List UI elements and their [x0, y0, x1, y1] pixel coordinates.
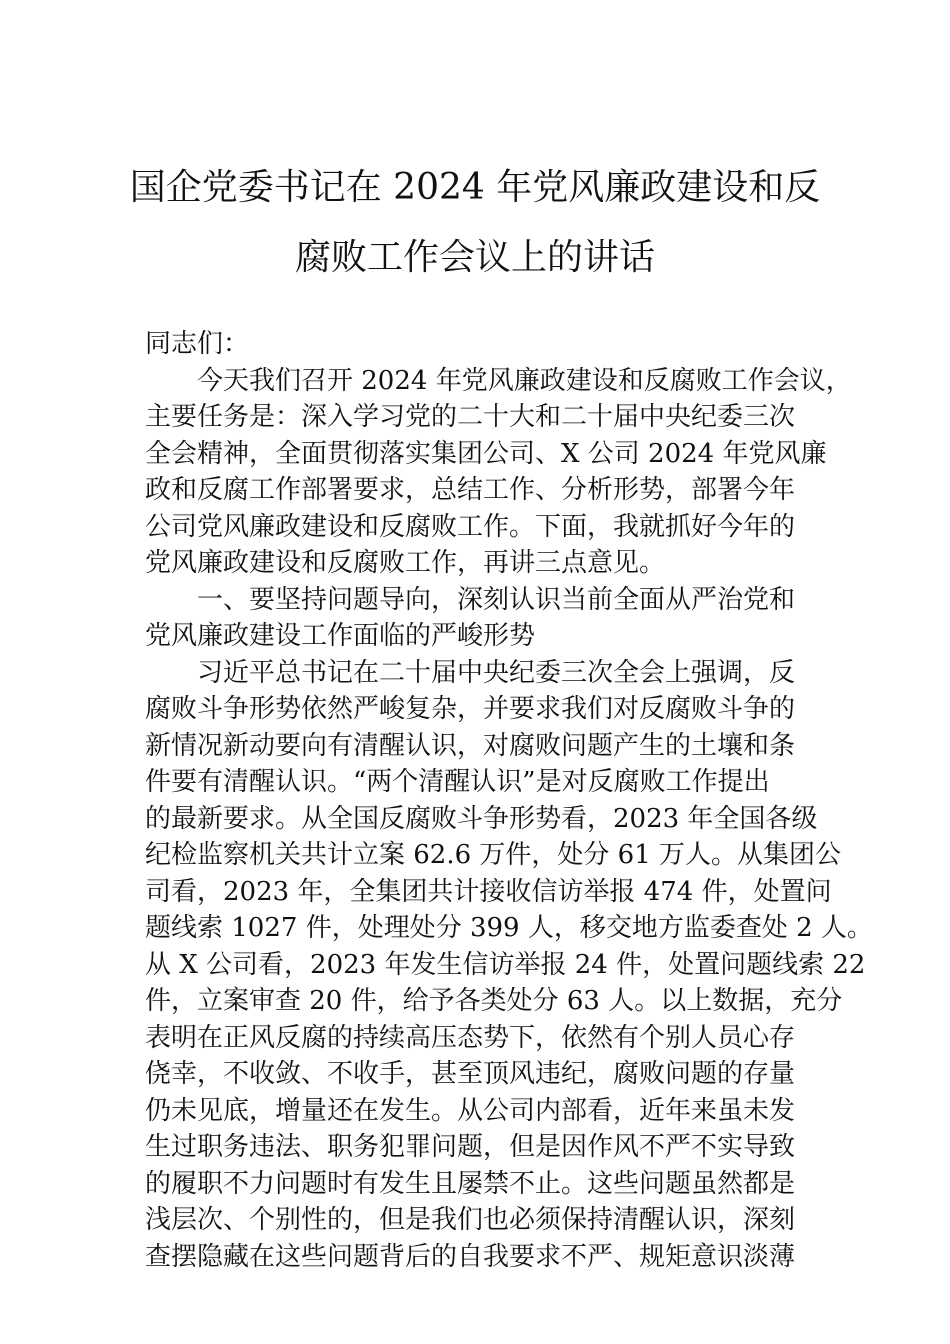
- paragraph-2-line: 腐败斗争形势依然严峻复杂，并要求我们对反腐败斗争的: [145, 694, 796, 724]
- paragraph-2-line: 生过职务违法、职务犯罪问题，但是因作风不严不实导致: [145, 1132, 796, 1162]
- paragraph-2-line: 仍未见底，增量还在发生。从公司内部看，近年来虽未发: [145, 1095, 796, 1126]
- section-heading-1-line: 党风廉政建设工作面临的严峻形势: [145, 621, 536, 651]
- paragraph-2-line: 新情况新动要向有清醒认识，对腐败问题产生的土壤和条: [145, 730, 796, 761]
- paragraph-2-line: 件要有清醒认识。“两个清醒认识”是对反腐败工作提出: [145, 767, 770, 797]
- paragraph-1-line: 公司党风廉政建设和反腐败工作。下面，我就抓好今年的: [145, 511, 796, 542]
- paragraph-2-line: 题线索 1027 件，处理处分 399 人，移交地方监委查处 2 人。: [145, 913, 873, 943]
- paragraph-1-line: 政和反腐工作部署要求，总结工作、分析形势，部署今年: [145, 475, 796, 505]
- paragraph-2-line: 查摆隐藏在这些问题背后的自我要求不严、规矩意识淡薄: [145, 1241, 796, 1272]
- section-heading-1-line: 一、要坚持问题导向，深刻认识当前全面从严治党和: [197, 584, 796, 615]
- paragraph-2-line: 纪检监察机关共计立案 62.6 万件，处分 61 万人。从集团公: [145, 840, 842, 870]
- paragraph-2-line: 从 X 公司看，2023 年发生信访举报 24 件，处置问题线索 22: [145, 949, 866, 980]
- paragraph-2-line: 习近平总书记在二十届中央纪委三次全会上强调，反: [197, 657, 796, 688]
- paragraph-1-line: 全会精神，全面贯彻落实集团公司、X 公司 2024 年党风廉: [145, 438, 827, 469]
- document-title-line-1: 国企党委书记在 2024 年党风廉政建设和反: [129, 167, 821, 208]
- salutation: 同志们：: [145, 329, 250, 359]
- paragraph-1-line: 主要任务是：深入学习党的二十大和二十届中央纪委三次: [145, 402, 796, 432]
- paragraph-2-line: 的最新要求。从全国反腐败斗争形势看，2023 年全国各级: [145, 803, 818, 834]
- document-title-line-2: 腐败工作会议上的讲话: [294, 237, 655, 278]
- paragraph-2-line: 司看，2023 年，全集团共计接收信访举报 474 件，处置问: [145, 876, 832, 907]
- paragraph-2-line: 表明在正风反腐的持续高压态势下，依然有个别人员心存: [145, 1022, 796, 1053]
- document-body: [145, 326, 873, 1275]
- paragraph-2-line: 的履职不力问题时有发生且屡禁不止。这些问题虽然都是: [145, 1168, 796, 1199]
- paragraph-2-line: 侥幸，不收敛、不收手，甚至顶风违纪，腐败问题的存量: [145, 1059, 796, 1089]
- paragraph-2-line: 浅层次、个别性的，但是我们也必须保持清醒认识，深刻: [145, 1205, 796, 1235]
- paragraph-2-line: 件，立案审查 20 件，给予各类处分 63 人。以上数据，充分: [145, 986, 843, 1016]
- paragraph-1-line: 今天我们召开 2024 年党风廉政建设和反腐败工作会议，: [197, 365, 852, 396]
- paragraph-1-line: 党风廉政建设和反腐败工作，再讲三点意见。: [145, 548, 666, 578]
